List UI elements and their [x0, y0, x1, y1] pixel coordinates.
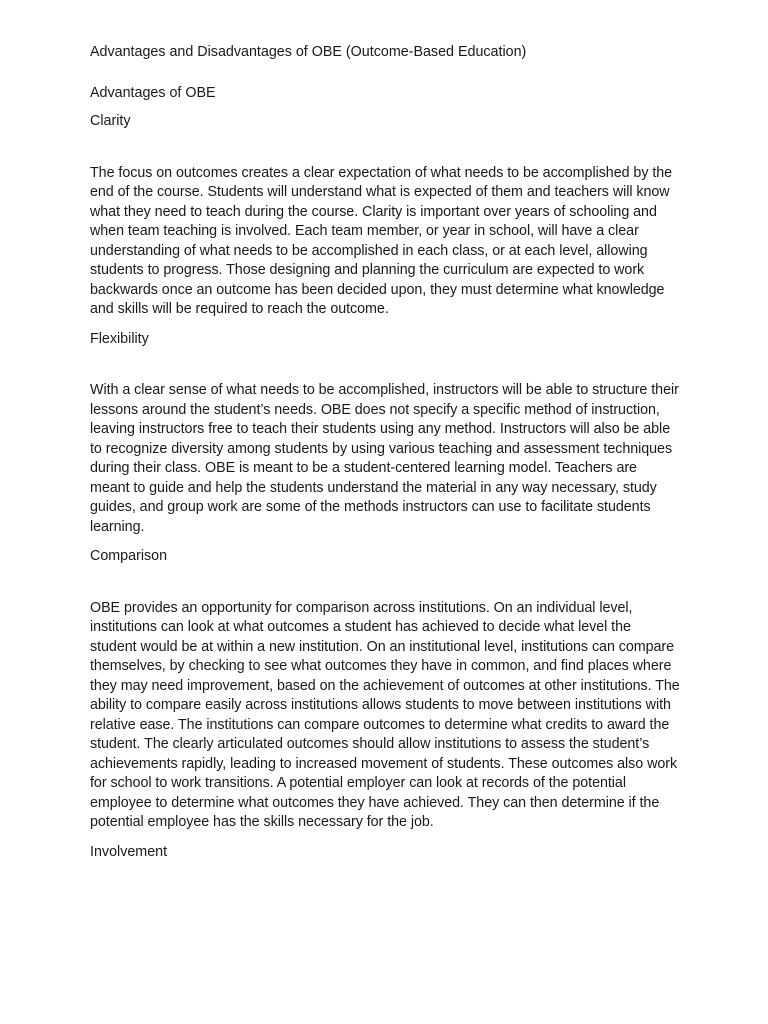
subheading-clarity: Clarity — [90, 113, 131, 129]
spacer — [90, 132, 680, 164]
document-title: Advantages and Disadvantages of OBE (Outcome-Based Education) — [90, 44, 527, 60]
paragraph-comparison: OBE provides an opportunity for comparison across institutions. On an individual level, institutions can look at what outcomes a student has achieved to decide what level the student would be at within a new institution. On an institutional level, institutions can compare themselves, by checking to see what outcomes they have in common, and find places where they may need improvement, based on the achievement of outcomes at other institutions. The ability to compare easily across institutions allows students to move between institutions with relative ease. The institutions can compare outcomes to determine what credits to award the student. The clearly articulated outcomes should allow institutions to assess the student’s achievements rapidly, leading to increased movement of students. These outcomes also work for school to work transitions. A potential employer can look at records of the potential employee to determine what outcomes they have achieved. They can then determine if the potential employee has the skills necessary for the job. — [90, 599, 680, 830]
subheading-flexibility: Flexibility — [90, 330, 149, 347]
paragraph-clarity: The focus on outcomes creates a clear expectation of what needs to be accomplished by the end of the course. Students will understand what is expected of them and teachers will know what they need to teach during the course. Clarity is important over years of schooling and when team teaching is involved. Each team member, or year in school, will have a clear understanding of what needs to be accomplished in each class, or at each level, allowing students to progress. Those designing and planning the curriculum are expected to work backwards once an outcome has been decided upon, they must determine what knowledge and skills will be required to reach the outcome. — [90, 164, 673, 317]
subheading-involvement: Involvement — [90, 843, 168, 860]
subheading-comparison: Comparison — [90, 548, 168, 564]
spacer — [90, 537, 680, 547]
spacer — [90, 833, 680, 843]
section-title: Advantages of OBE — [90, 84, 216, 101]
spacer — [90, 349, 680, 381]
spacer — [90, 567, 680, 599]
paragraph-flexibility: With a clear sense of what needs to be accomplished, instructors will be able to structure their lessons around the student’s needs. OBE does not specify a specific method of instruction, leaving instructors free to teach their students using any method. Instructors will also be able to recognize diversity among students by using various teaching and assessment techniques during their class. OBE is meant to be a student-centered learning model. Teachers are meant to guide and help the students understand the material in any way necessary, study guides, and group work are some of the methods instructors can use to facilitate students learning. — [90, 382, 679, 535]
document-page — [90, 43, 680, 862]
spacer — [90, 320, 680, 330]
